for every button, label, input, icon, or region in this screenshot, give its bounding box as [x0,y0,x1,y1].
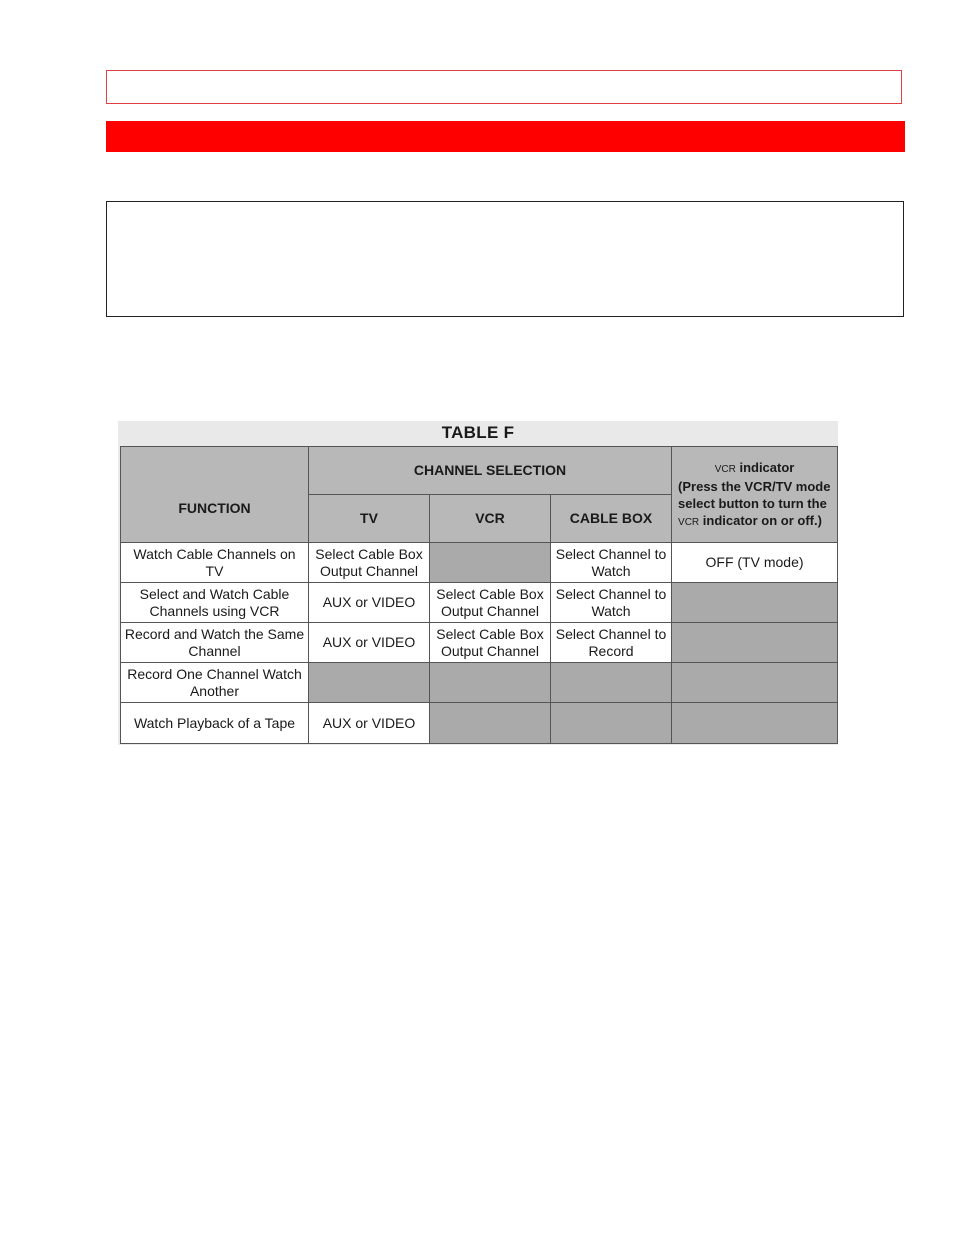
table-f-figure [118,421,838,745]
cell-function: Record One Channel Watch Another [121,663,309,703]
table-title: TABLE F [441,423,515,442]
cell-function: Select and Watch Cable Channels using VCR [121,583,309,623]
cell-vcr [430,543,551,583]
channel-selection-table [120,446,838,744]
cell-indicator [672,623,838,663]
note-box [106,201,904,317]
cell-cable-box [551,663,672,703]
table-row [121,543,838,583]
cell-function: Watch Cable Channels on TV [121,543,309,583]
cell-function: Watch Playback of a Tape [121,703,309,744]
cell-tv: AUX or VIDEO [309,623,430,663]
cell-cable-box [551,703,672,744]
header-cable-box: CABLE BOX [551,495,672,543]
cell-indicator: OFF (TV mode) [672,543,838,583]
cell-cable-box: Select Channel to Watch [551,543,672,583]
header-function: FUNCTION [121,447,309,543]
cell-indicator [672,703,838,744]
header-indicator: VCR indicator (Press the VCR/TV mode select button to turn the VCR indicator on or off.) [672,447,838,543]
table-row [121,663,838,703]
cell-vcr: Select Cable Box Output Channel [430,623,551,663]
header-vcr: VCR [430,495,551,543]
cell-vcr: Select Cable Box Output Channel [430,583,551,623]
table-row [121,703,838,744]
table-row [121,623,838,663]
cell-cable-box: Select Channel to Record [551,623,672,663]
cell-tv: Select Cable Box Output Channel [309,543,430,583]
cell-function: Record and Watch the Same Channel [121,623,309,663]
cell-indicator [672,583,838,623]
table-row [121,583,838,623]
vcr-indicator-symbol: VCR [714,463,736,475]
cell-cable-box: Select Channel to Watch [551,583,672,623]
header-frame [106,70,902,104]
cell-indicator [672,663,838,703]
cell-vcr [430,703,551,744]
cell-tv [309,663,430,703]
section-title-bar [106,121,905,152]
cell-tv: AUX or VIDEO [309,583,430,623]
header-tv: TV [309,495,430,543]
header-channel-selection: CHANNEL SELECTION [309,447,672,495]
cell-vcr [430,663,551,703]
cell-tv: AUX or VIDEO [309,703,430,744]
